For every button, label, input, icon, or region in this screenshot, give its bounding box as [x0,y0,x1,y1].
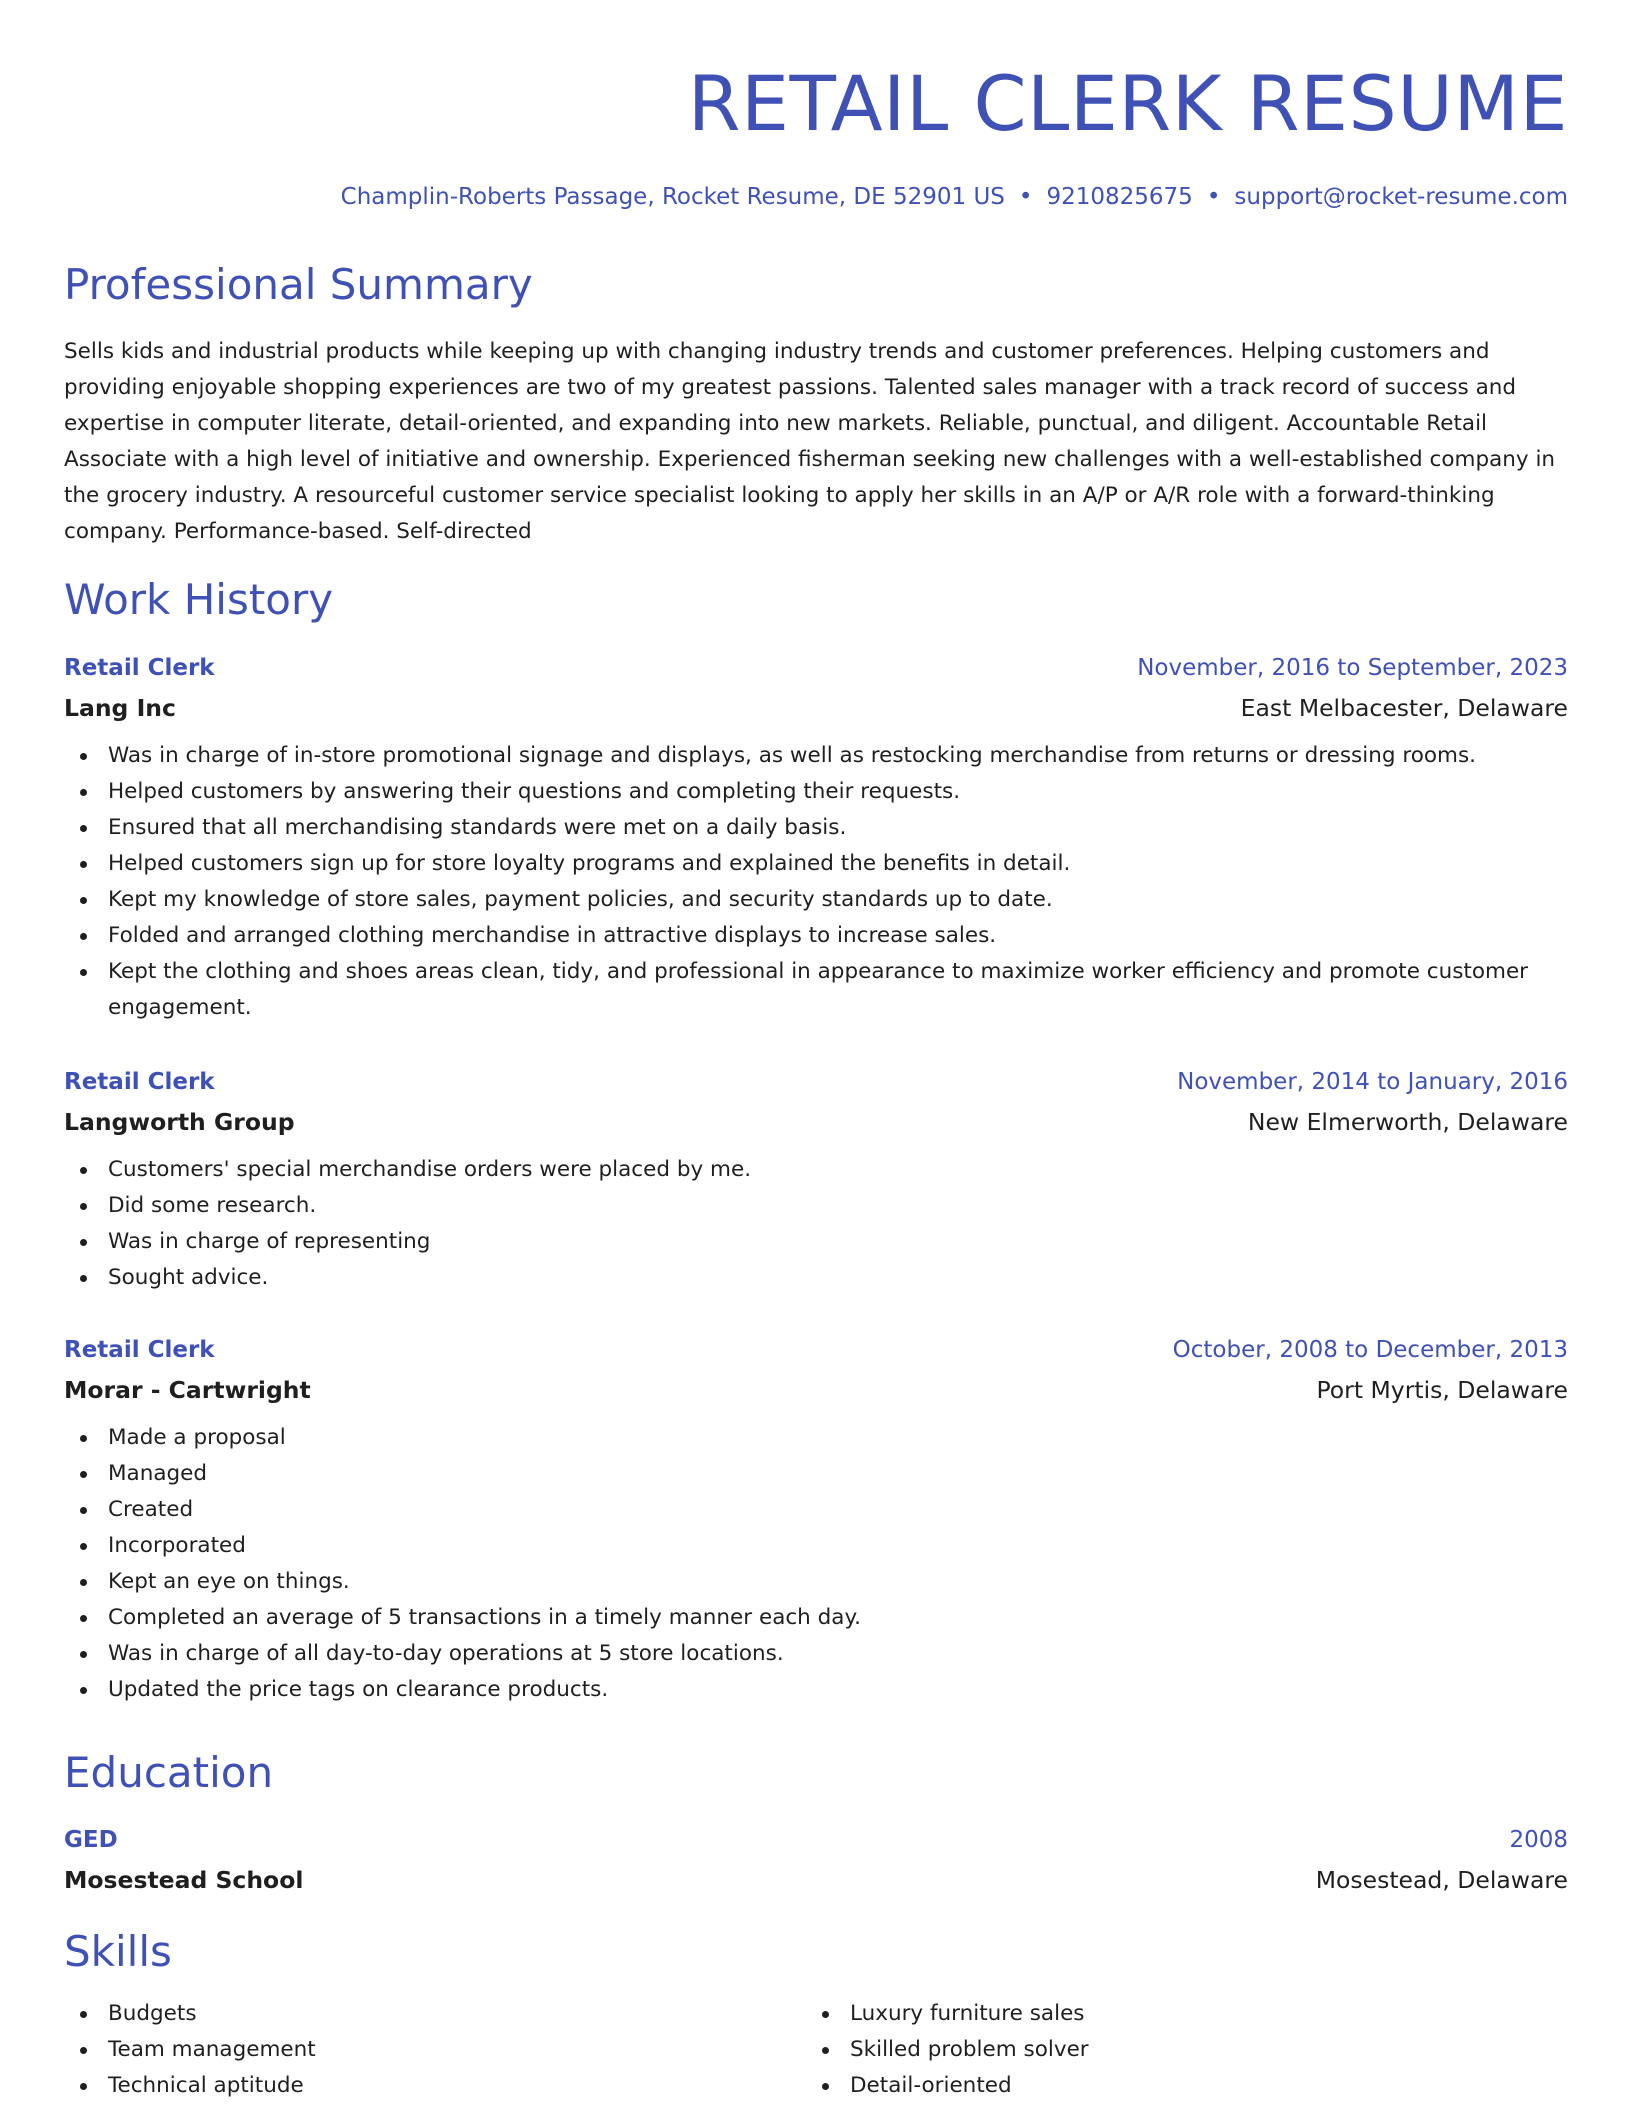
contact-address: Champlin-Roberts Passage, Rocket Resume, DE 52901 US [340,184,1005,210]
job-location: Port Myrtis, Delaware [1316,1376,1568,1404]
resume-name: RETAIL CLERK RESUME [687,59,1568,148]
section-title-skills: Skills [64,1927,172,1976]
list-item: Completed an average of 5 transactions in a timely manner each day. [64,1600,1568,1636]
list-item: Team management [64,2032,806,2068]
list-item: Sought advice. [64,1260,1568,1296]
job-role: Retail Clerk [64,655,215,681]
list-item: Incorporated [64,1528,1568,1564]
list-item: Kept the clothing and shoes areas clean, tidy, and professional in appearance to maximize worker efficiency and promote customer engagement. [64,954,1568,1026]
section-title-education: Education [64,1748,274,1797]
list-item: Skilled problem solver [806,2032,1548,2068]
list-item: Was in charge of in-store promotional signage and displays, as well as restocking merchandise from returns or dressing rooms. [64,738,1568,774]
list-item: Budgets [64,1996,806,2032]
list-item: Ensured that all merchandising standards were met on a daily basis. [64,810,1568,846]
job-location: East Melbacester, Delaware [1240,694,1568,722]
contact-line [341,182,1568,212]
list-item: Luxury furniture sales [806,1996,1548,2032]
contact-separator: • [1018,184,1033,210]
list-item: Helped customers sign up for store loyalty programs and explained the benefits in detail. [64,846,1568,882]
job-bullets [64,1152,1568,1296]
education-degree: GED [64,1827,118,1853]
list-item: Managed [64,1456,1568,1492]
section-title-work-history: Work History [64,575,334,624]
list-item: Technical aptitude [64,2068,806,2104]
education-entry [64,1820,1568,1900]
list-item: Customers' special merchandise orders were placed by me. [64,1152,1568,1188]
summary-text: Sells kids and industrial products while keeping up with changing industry trends and customer preferences. Helping customers and providing enjoyable shopping experiences are two of my greatest passions. Talented sales manager with a track record of success and expertise in computer literate, detail-oriented, and expanding into new markets. Reliable, punctual, and diligent. Accountable Retail Associate with a high level of initiative and ownership. Experienced fisherman seeking new challenges with a well-established company in the grocery industry. A resourceful customer service specialist looking to apply her skills in an A/P or A/R role with a forward-thinking company. Performance-based. Self-directed [64,339,1556,544]
skills-column-left [64,1996,806,2104]
list-item: Was in charge of all day-to-day operations at 5 store locations. [64,1636,1568,1672]
list-item: Updated the price tags on clearance products. [64,1672,1568,1708]
resume-page [64,0,1568,2098]
job-entry [64,1062,1568,1296]
list-item: Did some research. [64,1188,1568,1224]
list-item: Created [64,1492,1568,1528]
contact-phone: 9210825675 [1046,184,1193,210]
list-item: Kept an eye on things. [64,1564,1568,1600]
skills-column-right [806,1996,1548,2104]
contact-separator: • [1206,184,1221,210]
list-item: Folded and arranged clothing merchandise in attractive displays to increase sales. [64,918,1568,954]
list-item: Made a proposal [64,1420,1568,1456]
job-company: Lang Inc [64,694,176,722]
job-bullets [64,738,1568,1026]
job-dates: November, 2014 to January, 2016 [1177,1069,1568,1095]
job-role: Retail Clerk [64,1069,215,1095]
education-location: Mosestead, Delaware [1315,1866,1568,1894]
list-item: Kept my knowledge of store sales, payment policies, and security standards up to date. [64,882,1568,918]
education-year: 2008 [1509,1827,1568,1853]
job-role: Retail Clerk [64,1337,215,1363]
skills-list [64,1996,1568,2104]
education-school: Mosestead School [64,1866,304,1894]
job-dates: October, 2008 to December, 2013 [1172,1337,1568,1363]
job-dates: November, 2016 to September, 2023 [1137,655,1568,681]
job-bullets [64,1420,1568,1708]
job-entry [64,648,1568,1026]
job-company: Langworth Group [64,1108,295,1136]
list-item: Helped customers by answering their questions and completing their requests. [64,774,1568,810]
job-entry [64,1330,1568,1708]
job-location: New Elmerworth, Delaware [1247,1108,1568,1136]
contact-email: support@rocket-resume.com [1234,184,1568,210]
list-item: Detail-oriented [806,2068,1548,2104]
job-company: Morar - Cartwright [64,1376,311,1404]
list-item: Was in charge of representing [64,1224,1568,1260]
section-title-summary: Professional Summary [64,260,533,309]
